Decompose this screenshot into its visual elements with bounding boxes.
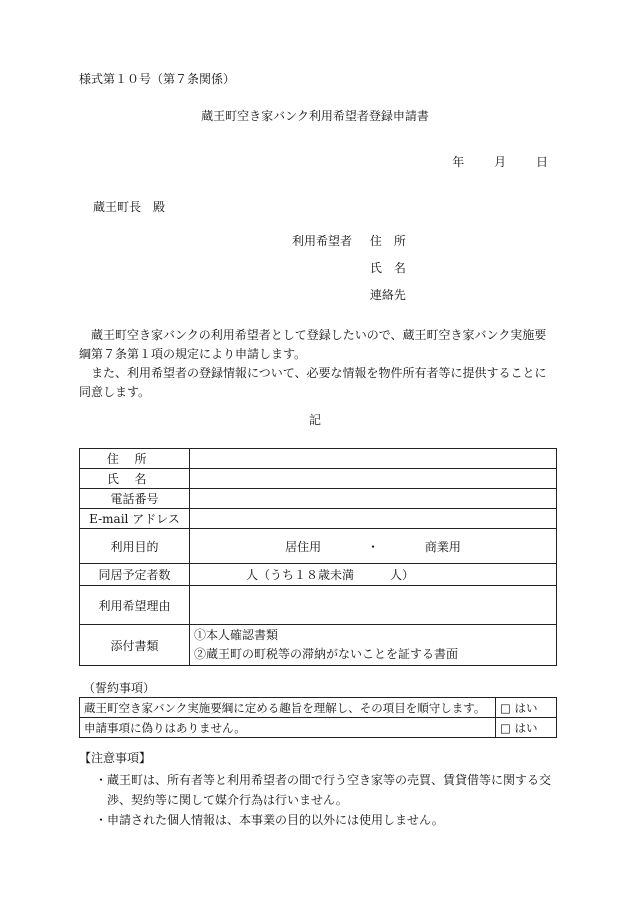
- addressee: 蔵王町長 殿: [93, 200, 166, 214]
- date-day-label: 日: [535, 155, 548, 169]
- email-field[interactable]: [190, 509, 557, 529]
- email-label: E-mail アドレス: [80, 509, 190, 529]
- purpose-option-commercial[interactable]: 商業用: [424, 539, 461, 554]
- body-text: [79, 326, 554, 402]
- form-number: 様式第１０号（第７条関係）: [79, 72, 236, 86]
- address-field[interactable]: [190, 449, 557, 469]
- date-line: [426, 153, 548, 170]
- attachment-item-1: ①本人確認書類: [194, 628, 279, 642]
- applicant-block: [292, 232, 406, 313]
- address-label: 住所: [106, 452, 163, 466]
- purpose-label: 利用目的: [80, 529, 190, 564]
- oath-item-1: 蔵王町空き家バンク実施要綱に定める趣旨を理解し、その項目を順守します。: [80, 698, 496, 718]
- date-month-label: 月: [494, 155, 507, 169]
- body-paragraph-1: 蔵王町空き家バンクの利用希望者として登録したいので、蔵王町空き家バンク実施要綱第７条第１項の規定により申請します。: [79, 328, 547, 361]
- oath-check-2[interactable]: □ はい: [496, 718, 557, 738]
- notes-list: [95, 770, 555, 830]
- oath-check-1[interactable]: □ はい: [496, 698, 557, 718]
- cohabitants-label: 同居予定者数: [80, 564, 190, 586]
- application-table: [79, 448, 557, 666]
- applicant-role: 利用希望者: [292, 234, 353, 248]
- oath-item-2: 申請事項に偽りはありません。: [80, 718, 496, 738]
- note-item-1: ・蔵王町は、所有者等と利用希望者の間で行う空き家等の売買、賃貸借等に関する交渉、契約等に関して媒介行為は行いません。: [95, 773, 552, 807]
- applicant-address-label: 住 所: [369, 234, 406, 248]
- body-paragraph-2: また、利用希望者の登録情報について、必要な情報を物件所有者等に提供することに同意します。: [79, 366, 547, 399]
- purpose-field[interactable]: [190, 529, 557, 564]
- note-item-2: ・申請された個人情報は、本事業の目的以外には使用しません。: [95, 813, 444, 827]
- reason-label: 利用希望理由: [80, 586, 190, 625]
- date-year-label: 年: [452, 155, 465, 169]
- reason-field[interactable]: [190, 586, 557, 625]
- document-title: 蔵王町空き家バンク利用希望者登録申請書: [201, 109, 429, 123]
- attachments-field: [190, 625, 557, 666]
- applicant-name-label: 氏 名: [369, 261, 406, 275]
- oath-table: [79, 697, 557, 738]
- name-field[interactable]: [190, 469, 557, 489]
- ki-heading: 記: [308, 413, 321, 427]
- notes-heading: 【注意事項】: [79, 751, 152, 765]
- purpose-option-residential[interactable]: 居住用: [285, 539, 322, 554]
- phone-label: 電話番号: [80, 489, 190, 509]
- cohabitants-field[interactable]: 人（うち１８歳未満 人）: [190, 564, 557, 586]
- phone-field[interactable]: [190, 489, 557, 509]
- applicant-contact-label: 連絡先: [369, 288, 406, 302]
- attachment-item-2: ②蔵王町の町税等の滞納がないことを証する書面: [194, 647, 459, 661]
- oath-heading: （誓約事項）: [83, 681, 156, 695]
- name-label: 氏名: [106, 472, 163, 486]
- purpose-separator: ・: [366, 539, 379, 554]
- attachments-label: 添付書類: [80, 625, 190, 666]
